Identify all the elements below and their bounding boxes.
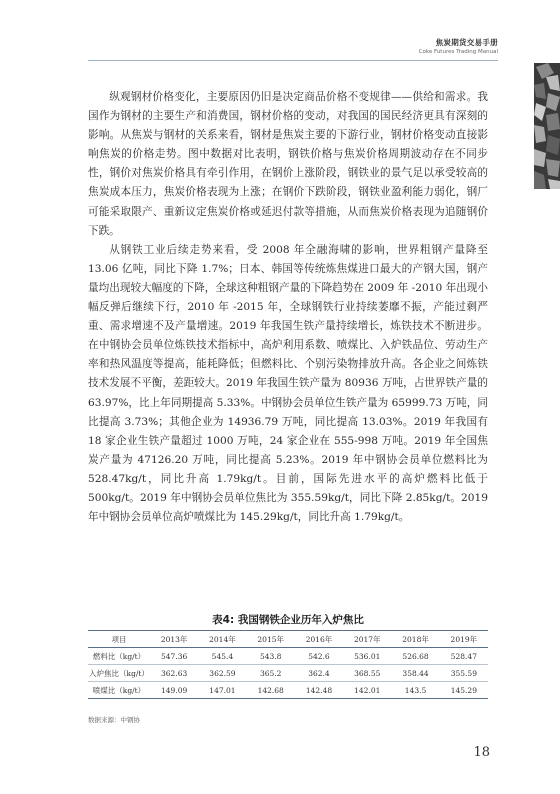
table-cell: 368.55 <box>354 668 381 678</box>
header-subtitle: Coke Futures Trading Manual <box>418 49 498 55</box>
table-cell: 547.36 <box>161 651 188 661</box>
column-header: 2017年 <box>353 634 381 644</box>
column-header: 项目 <box>111 634 127 644</box>
table-cell: 545.4 <box>211 651 234 661</box>
table-cell: 142.68 <box>257 685 284 695</box>
table-cell: 528.47 <box>450 651 477 661</box>
header-rule <box>88 60 498 61</box>
table-cell: 362.4 <box>308 668 330 678</box>
table-cell: 358.44 <box>402 668 429 678</box>
table-cell: 536.01 <box>354 651 381 661</box>
table-cell: 147.01 <box>209 685 236 695</box>
table-row <box>88 648 488 665</box>
table-row <box>88 682 488 699</box>
column-header: 2014年 <box>209 634 236 644</box>
page-number: 18 <box>473 745 490 760</box>
row-label: 入炉焦比（kg/t） <box>89 668 149 678</box>
table-cell: 142.48 <box>305 685 333 695</box>
decorative-coke-texture <box>534 63 560 189</box>
table-header-row <box>88 631 488 648</box>
table-cell: 142.01 <box>354 685 381 695</box>
header-title: 焦炭期货交易手册 <box>435 38 498 47</box>
column-header: 2016年 <box>305 634 333 644</box>
table-cell: 543.8 <box>259 651 282 661</box>
running-header <box>419 37 498 55</box>
table-title: 表4: 我国钢铁企业历年入炉焦比 <box>212 614 364 626</box>
column-header: 2018年 <box>402 634 429 644</box>
column-header: 2013年 <box>160 634 188 644</box>
table-cell: 355.59 <box>450 668 477 678</box>
column-header: 2015年 <box>257 634 284 644</box>
source-note: 数据来源：中钢协 <box>88 716 140 724</box>
paragraph: 纵观钢材价格变化，主要原因仍旧是决定商品价格不变规律——供给和需求。我国作为钢材的主要生产和消费国，钢材价格的变动，对我国的国民经济更具有深刻的影响。从焦炭与钢材的关系来看，钢材是焦炭主要的下游行业，钢材价格变动直接影响焦炭的价格走势。图中数据对比表明，钢铁价格与焦炭价格周期波动存在不同步性，钢价对焦炭价格具有牵引作用，在钢价上涨阶段，钢铁业的景气足以承受较高的焦炭成本压力，焦炭价格表现为上涨；在钢价下跌阶段，钢铁业盈利能力弱化，钢厂可能采取限产、重新议定焦炭价格或延迟付款等措施，从而焦炭价格表现为追随钢价下跌。 <box>88 91 488 237</box>
table-cell: 362.59 <box>209 668 236 678</box>
table-cell: 149.09 <box>161 685 188 695</box>
column-header: 2019年 <box>450 634 478 644</box>
coke-ratio-table <box>88 630 488 699</box>
table-cell: 145.29 <box>450 685 477 695</box>
table-row <box>88 665 488 682</box>
table-cell: 362.63 <box>161 668 188 678</box>
row-label: 喷煤比（kg/t） <box>92 685 146 695</box>
table-cell: 526.68 <box>402 651 429 661</box>
paragraph: 从钢铁工业后续走势来看，受 2008 年全融海啸的影响，世界粗钢产量降至 13.06 亿吨，同比下降 1.7%；日本、韩国等传统炼焦煤进口最大的产钢大国，钢产量均出现较大幅度的下降，全球这种粗钢产量的下降趋势在 2009 年 -2010 年出现小幅反弹后继续下行，2010 年 -2015 年，全球钢铁行业持续萎靡不振，产能过剩严重、需求增速不及产量增速。2019 年我国生铁产量持续增长，炼铁技术不断进步。在中钢协会员单位炼铁技术指标中，高炉利用系数、喷煤比、入炉铁品位、劳动生产率和热风温度等提高，能耗降低；但燃料比、个别污染物排放升高。各企业之间炼铁技术发展不平衡，差距较大。2019 年我国生铁产量为 80936 万吨，占世界铁产量的 63.97%，比上年同期提高 5.33%。中钢协会员单位生铁产量为 65999.73 万吨，同比提高 3.73%；其他企业为 14936.79 万吨，同比提高 13.03%。2019 年我国有 18 家企业生铁产量超过 1000 万吨，24 家企业在 555-998 万吨。2019 年全国焦炭产量为 47126.20 万吨，同比提高 5.23%。2019 年中钢协会员单位燃料比为 528.47kg/t，同比升高 1.79kg/t。目前，国际先进水平的高炉燃料比低于 500kg/t。2019 年中钢协会员单位焦比为 355.59kg/t，同比下降 2.85kg/t。2019 年中钢协会员单位高炉喷煤比为 145.29kg/t，同比升高 1.79kg/t。 <box>88 243 488 524</box>
table-cell: 542.6 <box>308 651 330 661</box>
body-text <box>88 88 488 527</box>
row-label: 燃料比（kg/t） <box>92 651 146 661</box>
table-cell: 365.2 <box>259 668 282 678</box>
table-cell: 143.5 <box>404 685 427 695</box>
